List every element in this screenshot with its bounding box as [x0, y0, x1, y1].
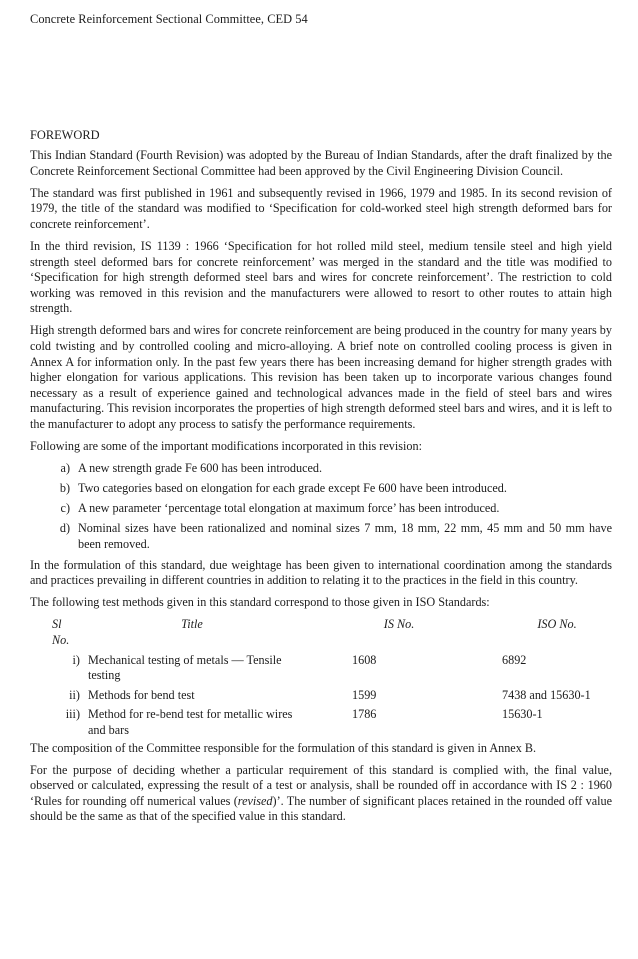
paragraph-third-revision: In the third revision, IS 1139 : 1966 ‘Specification for hot rolled mild steel, medium tensile steel and high yield strength steel deformed bars for concrete reinforcement’ was merged in the standard and the title was modified to ‘Specification for high strength deformed steel bars and wires for concrete reinforcement’. The restriction to cold working was removed in this revision and the manufacturers were allowed to resort to other routes to attain high strength. [30, 238, 612, 316]
paragraph-history: The standard was first published in 1961 and subsequently revised in 1966, 1979 and 1985. In its second revision of 1979, the title of the standard was modified to ‘Specification for cold-worked steel high strength deformed bars for concrete reinforcement’. [30, 185, 612, 231]
paragraph-coordination: In the formulation of this standard, due weightage has been given to international coordination among the standards and practices prevailing in different countries in addition to relating it to the practices in the field in this country. [30, 557, 612, 588]
list-item [30, 501, 612, 517]
list-item-number: d) [59, 521, 70, 536]
table-row [30, 703, 612, 738]
table-row [30, 649, 612, 684]
rounding-text-italic: revised [237, 793, 273, 808]
header-no-label: No. [52, 633, 70, 648]
cell-title: Methods for bend test [88, 687, 195, 702]
list-item-number: a) [60, 461, 70, 476]
cell-iso-no: 15630-1 [502, 707, 543, 722]
paragraph-adoption: This Indian Standard (Fourth Revision) was adopted by the Bureau of Indian Standards, after the draft finalized by the Concrete Reinforcement Sectional Committee had been approved by the Civil Engineering Division Council. [30, 148, 612, 178]
iso-correspondence-table [30, 617, 612, 738]
header-sl-label: Sl [52, 617, 62, 632]
table-header-row [30, 617, 612, 648]
header-iso-no: ISO No. [537, 617, 577, 632]
list-item-number: c) [60, 501, 70, 516]
cell-is-no: 1599 [352, 687, 377, 702]
header-is-no: IS No. [383, 617, 415, 632]
cell-title: Method for re-bend test for metallic wires and bars [88, 707, 293, 737]
cell-is-no: 1786 [352, 707, 377, 722]
paragraph-committee-composition: The composition of the Committee responsible for the formulation of this standard is given in Annex B. [30, 740, 537, 755]
cell-iso-no: 6892 [502, 652, 527, 667]
list-item-number: b) [59, 481, 70, 496]
list-item [30, 461, 612, 477]
paragraph-iso-intro: The following test methods given in this standard correspond to those given in ISO Standards: [30, 595, 490, 610]
cell-is-no: 1608 [352, 652, 377, 667]
paragraph-current-revision: High strength deformed bars and wires for concrete reinforcement are being produced in the country for many years by cold twisting and by controlled cooling and micro-alloying. A brief note on controlled cooling process is given in Annex A for information only. In the past few years there has been increasing demand for higher strength grades with higher elongation for various applications. This revision has been taken up to incorporate various changes found necessary as a result of experience gained and technological advances made in the field of steel bars and wires manufacturing. This revision incorporates the properties of high strength deformed steel bars and wires, and it is left to the manufacturer to adopt any process to satisfy the performance requirements. [30, 323, 612, 431]
table-row [30, 684, 612, 704]
foreword-heading: FOREWORD [30, 128, 100, 142]
foreword-body [30, 148, 612, 832]
cell-sl: iii) [65, 707, 80, 722]
list-item-text: Two categories based on elongation for each grade except Fe 600 have been introduced. [78, 481, 507, 496]
list-item-text: A new strength grade Fe 600 has been introduced. [78, 461, 323, 476]
header-title: Title [181, 617, 203, 632]
cell-sl: ii) [69, 687, 80, 702]
paragraph-rounding-off [30, 763, 612, 825]
list-item [30, 481, 612, 497]
header-sl-no [30, 617, 88, 648]
cell-iso-no: 7438 and 15630-1 [502, 687, 591, 702]
cell-title: Mechanical testing of metals — Tensile testing [88, 652, 282, 683]
rounding-text-end: )’. The number of significant places retained in the rounded off value should be the same as that of the specified value in this standard. [30, 793, 612, 824]
committee-header: Concrete Reinforcement Sectional Committee, CED 54 [30, 12, 308, 26]
modifications-list [30, 461, 612, 552]
list-item-text: Nominal sizes have been rationalized and nominal sizes 7 mm, 18 mm, 22 mm, 45 mm and 50 mm have been removed. [78, 521, 612, 552]
cell-sl: i) [72, 652, 80, 667]
list-item [30, 521, 612, 552]
paragraph-modifications-intro: Following are some of the important modifications incorporated in this revision: [30, 439, 422, 454]
list-item-text: A new parameter ‘percentage total elongation at maximum force’ has been introduced. [78, 501, 500, 516]
rounding-text-start: For the purpose of deciding whether a particular requirement of this standard is complied with, the final value, observed or calculated, expressing the result of a test or analysis, shall be rounded off in accordance with IS 2 : 1960 ‘Rules for rounding off numerical values ( [30, 762, 612, 808]
